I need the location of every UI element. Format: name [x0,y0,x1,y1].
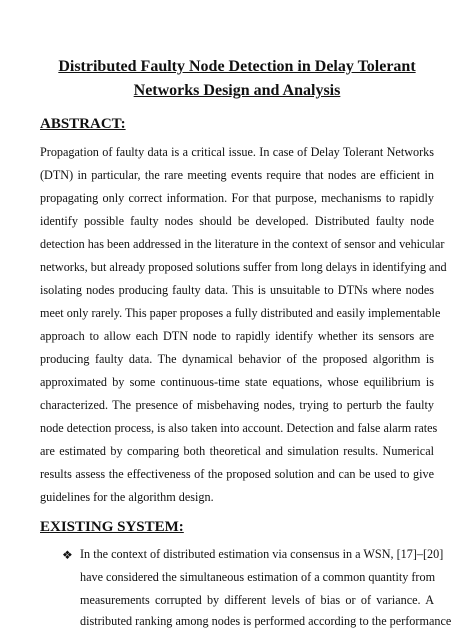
diamond-bullet-icon: ❖ [62,548,73,562]
abstract-line: guidelines for the algorithm design. [40,490,214,504]
abstract-line: (DTN) in particular, the rare meeting events require that nodes are efficient in [40,168,434,182]
abstract-line: producing faulty data. The dynamical behavior of the proposed algorithm is [40,352,434,366]
existing-system-heading: EXISTING SYSTEM: [40,519,184,535]
abstract-line: propagating only correct information. For that purpose, mechanisms to rapidly [40,191,434,205]
abstract-line: approach to allow each DTN node to rapidly identify whether its sensors are [40,329,434,343]
abstract-line: results assess the effectiveness of the proposed solution and can be used to give [40,467,434,481]
bullet-line: have considered the simultaneous estimation of a common quantity from [80,570,436,584]
abstract-line: are estimated by comparing both theoretical and simulation results. Numerical [40,444,434,458]
document-title-line-2: Networks Design and Analysis [133,82,341,99]
abstract-line: Propagation of faulty data is a critical issue. In case of Delay Tolerant Networks [40,145,434,159]
abstract-line: meet only rarely. This paper proposes a fully distributed and easily implementable [40,306,441,320]
abstract-line: characterized. The presence of misbehaving nodes, trying to perturb the faulty [40,398,434,412]
document-title-line-1: Distributed Faulty Node Detection in Delay Tolerant [58,58,416,75]
abstract-line: approximated by some continuous-time state equations, whose equilibrium is [40,375,434,389]
abstract-heading: ABSTRACT: [40,116,126,132]
abstract-line: isolating nodes producing faulty data. This is unsuitable to DTNs where nodes [40,283,434,297]
abstract-line: detection has been addressed in the literature in the context of sensor and vehicular [40,237,445,251]
abstract-line: networks, but already proposed solutions suffer from long delays in identifying and [40,260,447,274]
bullet-line: measurements corrupted by different levels of bias or of variance. A [80,593,434,607]
bullet-line: distributed ranking among nodes is performed according to the performance [80,614,452,628]
abstract-line: identify possible faulty nodes should be developed. Distributed faulty node [40,214,434,228]
abstract-line: node detection process, is also taken into account. Detection and false alarm rates [40,421,438,435]
bullet-line: In the context of distributed estimation via consensus in a WSN, [17]–[20] [80,547,444,561]
